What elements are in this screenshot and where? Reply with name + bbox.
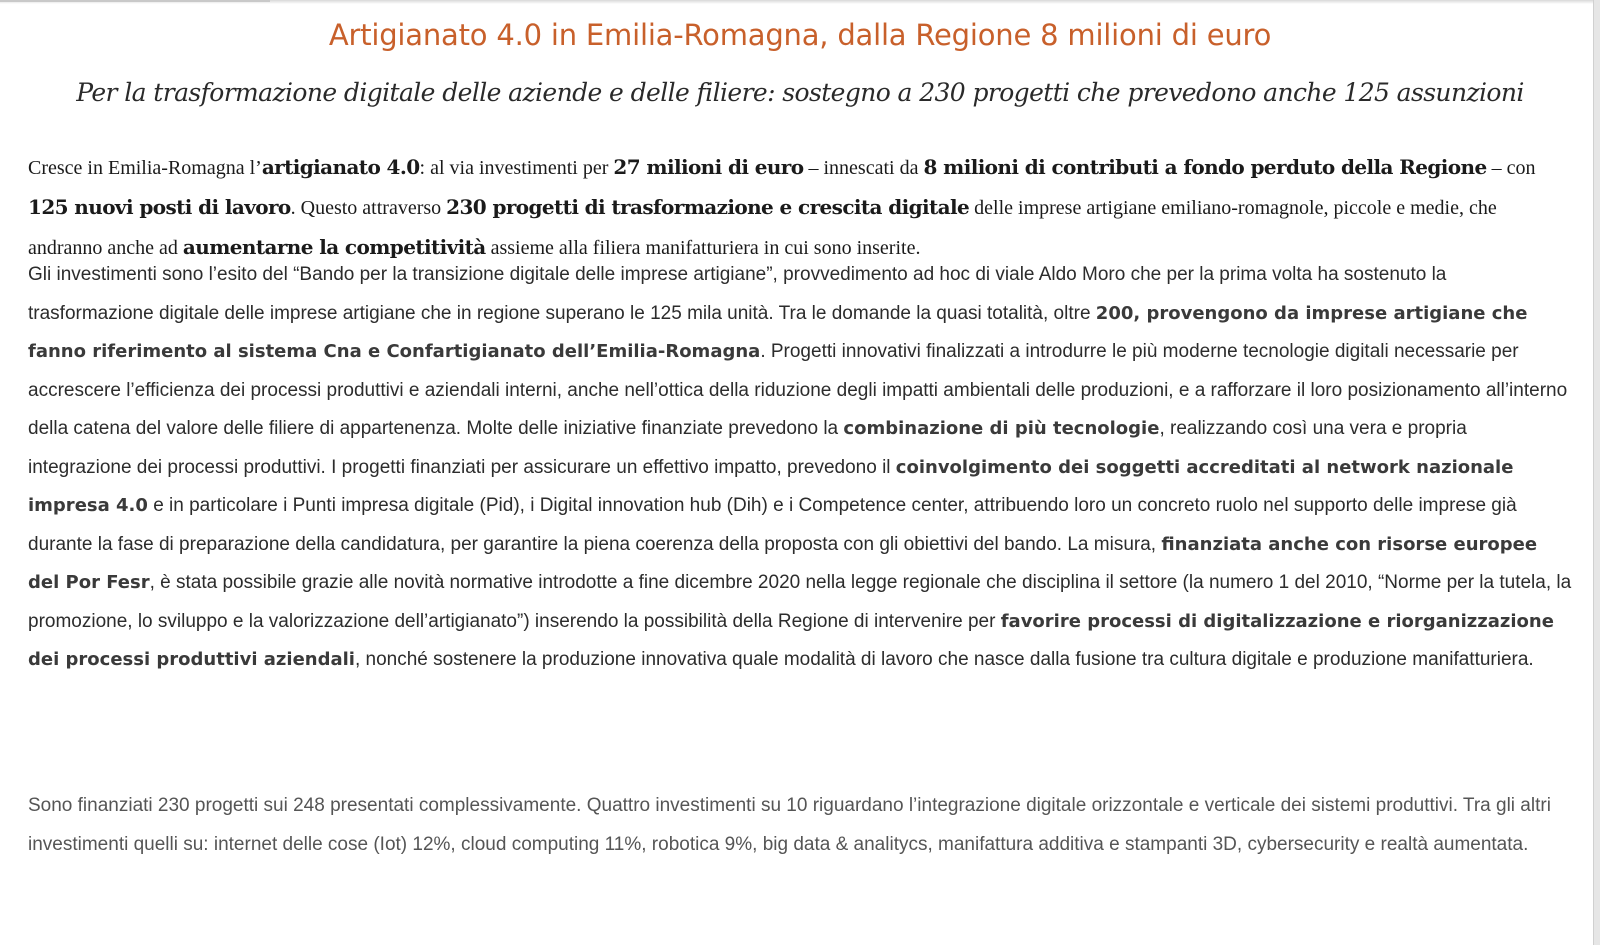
bold-text-segment: artigianato 4.0 (261, 155, 420, 179)
text-segment: Sono finanziati 230 progetti sui 248 presentati complessivamente. Quattro investimenti su 10 riguardano l’integrazione digitale orizzontale e verticale dei sistemi produttivi. Tra gli altri investimenti quelli su: internet delle cose (Iot) 12%, cloud computing 11%, robotica 9%, big data & analitycs, manifattura additiva e stampanti 3D, cybersecurity e realtà aumentata. (28, 795, 1551, 855)
text-segment: , realizzando così una vera e propria integrazione dei processi produttivi. I progetti finanziati per assicurare un effettivo impatto, prevedono il (28, 418, 1467, 478)
bold-text-segment: finanziata anche con risorse europee del Por Fesr (28, 533, 1538, 593)
bold-text-segment: favorire processi di digitalizzazione e riorganizzazione dei processi produttivi aziendali (28, 610, 1554, 670)
window-top-strip (0, 0, 270, 2)
text-segment: , è stata possibile grazie alle novità normative introdotte a fine dicembre 2020 nella legge regionale che disciplina il settore (la numero 1 del 2010, “Norme per la tutela, la promozione, lo sviluppo e la valorizzazione dell’artigianato”) inserendo la possibilità della Regione di intervenire per (28, 572, 1572, 632)
text-segment: , nonché sostenere la produzione innovativa quale modalità di lavoro che nasce dalla fusione tra cultura digitale e produzione manifatturiera. (354, 649, 1534, 670)
scrollbar[interactable] (1593, 0, 1600, 945)
bold-text-segment: 8 milioni di contributi a fondo perduto della Regione (923, 155, 1487, 179)
text-segment: assieme alla filiera manifatturiera in cui sono inserite. (485, 237, 921, 259)
article-title: Artigianato 4.0 in Emilia-Romagna, dalla Regione 8 milioni di euro (328, 18, 1272, 52)
text-segment: . Progetti innovativi finalizzati a introdurre le più moderne tecnologie digitali necessarie per accrescere l’efficienza dei processi produttivi e aziendali interni, anche nell’ottica della riduzione degli impatti ambientali delle produzioni, e a rafforzare il loro posizionamento all’interno della catena del valore delle filiere di appartenenza. Molte delle iniziative finanziate prevedono la (28, 341, 1568, 439)
bold-text-segment: 200, provengono da imprese artigiane che fanno riferimento al sistema Cna e Confartigianato dell’Emilia-Romagna (28, 302, 1528, 362)
bold-text-segment: combinazione di più tecnologie (843, 418, 1160, 439)
body-paragraph-2 (28, 786, 1568, 864)
bold-text-segment: coinvolgimento dei soggetti accreditati al network nazionale impresa 4.0 (28, 456, 1514, 516)
window-top-edge (0, 0, 1600, 4)
bold-text-segment: 230 progetti di trasformazione e crescita digitale (446, 195, 970, 219)
text-segment: delle imprese artigiane emiliano-romagnole, piccole e medie, che andranno anche ad (28, 197, 1497, 259)
article-subtitle: Per la trasformazione digitale delle aziende e delle filiere: sostegno a 230 progetti che prevedono anche 125 assunzioni (76, 78, 1524, 107)
body-paragraph-1 (28, 256, 1573, 680)
text-segment: – innescati da (803, 157, 924, 179)
bold-text-segment: 125 nuovi posti di lavoro (28, 195, 291, 219)
text-segment: Gli investimenti sono l’esito del “Bando per la transizione digitale delle imprese artigiane”, provvedimento ad hoc di viale Aldo Moro che per la prima volta ha sostenuto la trasformazione digitale delle imprese artigiane che in regione superano le 125 mila unità. Tra le domande la quasi totalità, oltre (28, 264, 1447, 324)
text-segment: e in particolare i Punti impresa digitale (Pid), i Digital innovation hub (Dih) e i Competence center, attribuendo loro un concreto ruolo nel supporto delle imprese già durante la fase di preparazione della candidatura, per garantire la piena coerenza della proposta con gli obiettivi del bando. La misura, (28, 495, 1517, 555)
lead-paragraph (28, 148, 1568, 268)
text-segment: : al via investimenti per (419, 157, 614, 179)
text-segment: Cresce in Emilia-Romagna l’ (28, 157, 262, 179)
text-segment: . Questo attraverso (290, 197, 447, 219)
text-segment: – con (1486, 157, 1536, 179)
bold-text-segment: aumentarne la competitività (182, 235, 486, 259)
bold-text-segment: 27 milioni di euro (613, 155, 804, 179)
